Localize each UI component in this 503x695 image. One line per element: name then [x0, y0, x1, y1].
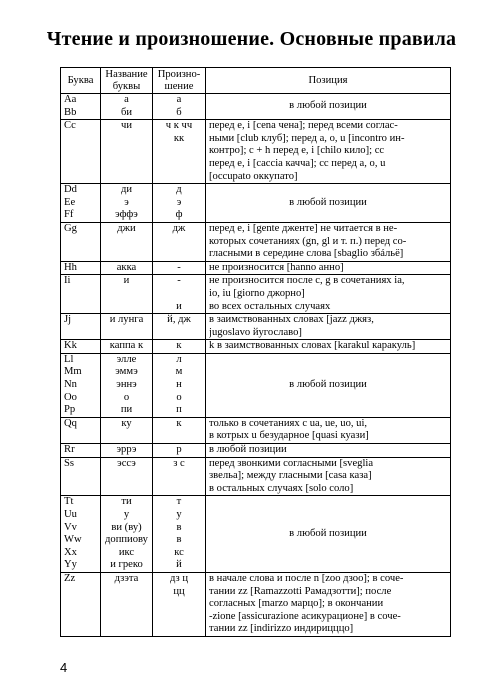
name-cell-line: икс — [118, 546, 135, 558]
pronunciation-cell-line: в — [176, 534, 182, 546]
position-cell-line: [occupato оккупа́то] — [209, 170, 298, 182]
position-cell-line: тании zz [Ramazzotti Рамадзо́тти]; после — [209, 585, 392, 597]
table-row — [61, 417, 451, 443]
position-cell-line: k в заимствованных словах [karakul каракуль] — [209, 340, 416, 352]
letter-cell-line: Ll — [64, 353, 74, 365]
pronunciation-cell-line: о — [176, 391, 182, 403]
position-cell-line: в любой позиции — [289, 100, 367, 112]
header-pronunciation: Произно-шение — [153, 68, 206, 94]
name-cell — [101, 496, 153, 573]
pronunciation-cell — [153, 457, 206, 496]
letter-cell — [61, 184, 101, 223]
name-cell — [101, 353, 153, 417]
letter-cell — [61, 340, 101, 354]
pronunciation-cell — [153, 572, 206, 636]
position-cell-line: -zione [assicurazione асикурацио́не] в соче- — [209, 610, 401, 622]
position-cell-line: в остальных случаях [solo со́ло] — [209, 482, 354, 494]
pronunciation-cell-line: цц — [173, 585, 185, 597]
name-cell-line: эссэ — [117, 457, 136, 469]
position-cell-line: которых сочетаниях (gn, gl и т. п.) перед со- — [209, 235, 407, 247]
pronunciation-cell-line: м — [175, 366, 183, 378]
letter-cell-line: Mm — [64, 366, 82, 378]
position-cell-line: перед звонкими согласными [sveglia — [209, 457, 374, 469]
name-cell-line: чи — [121, 120, 132, 132]
letter-cell-line: Ww — [64, 534, 82, 546]
letter-cell-line: Qq — [64, 417, 77, 429]
position-cell — [206, 417, 451, 443]
letter-cell-line: Uu — [64, 509, 77, 520]
pronunciation-cell — [153, 261, 206, 275]
letter-cell — [61, 417, 101, 443]
table-row — [61, 184, 451, 223]
letter-cell — [61, 275, 101, 314]
letter-cell — [61, 261, 101, 275]
page-number: 4 — [60, 660, 68, 675]
table-row — [61, 572, 451, 636]
pronunciation-cell-line: й, дж — [167, 314, 191, 326]
letter-cell — [61, 444, 101, 458]
pronunciation-cell-line: л — [176, 353, 182, 365]
letter-cell-line: Rr — [64, 444, 75, 456]
pronunciation-cell — [153, 120, 206, 184]
pronunciation-cell-line: б — [176, 106, 182, 118]
pronunciation-cell — [153, 444, 206, 458]
position-cell-line: зве́льа]; между гласными [casa ка́за] — [209, 470, 372, 482]
pronunciation-cell-line: и — [176, 300, 182, 312]
table-row — [61, 261, 451, 275]
position-cell — [206, 184, 451, 223]
header-name: Название буквы — [101, 68, 153, 94]
position-cell — [206, 275, 451, 314]
pronunciation-cell-line: ф — [175, 209, 183, 221]
letter-cell-line: Oo — [64, 391, 77, 403]
pronunciation-cell — [153, 275, 206, 314]
name-cell — [101, 340, 153, 354]
position-cell — [206, 457, 451, 496]
position-cell-line: тании zz [indirizzo индири́цццо] — [209, 623, 354, 635]
position-cell-line: перед e, i [gente дже́нте] не читается в не- — [209, 222, 398, 234]
name-cell — [101, 275, 153, 314]
pronunciation-cell-line: й — [176, 559, 182, 571]
pronunciation-cell-line: п — [176, 404, 182, 416]
name-cell-line: и греко — [110, 559, 143, 571]
position-cell-line: не произносится [hanno а́нно] — [209, 261, 344, 273]
table-row — [61, 444, 451, 458]
name-cell-line: ди — [120, 184, 133, 196]
pronunciation-cell — [153, 417, 206, 443]
table-row — [61, 275, 451, 314]
name-cell — [101, 261, 153, 275]
name-cell-line: эннэ — [116, 379, 137, 391]
name-cell-line: и — [123, 275, 130, 287]
letter-cell — [61, 457, 101, 496]
name-cell — [101, 184, 153, 223]
pronunciation-cell-line: к — [176, 340, 182, 352]
letter-cell — [61, 572, 101, 636]
letter-cell-line: Ee — [64, 196, 76, 208]
position-cell — [206, 261, 451, 275]
pronunciation-cell-line: р — [176, 444, 182, 456]
position-cell-line: io, iu [giorno джо́рно] — [209, 287, 305, 299]
header-letter: Буква — [61, 68, 101, 94]
position-cell — [206, 222, 451, 261]
name-cell — [101, 120, 153, 184]
name-cell-line: эррэ — [116, 444, 137, 456]
name-cell-line: у — [123, 509, 130, 520]
letter-cell-line: Jj — [64, 314, 72, 326]
name-cell-line: ку — [121, 417, 132, 429]
position-cell-line: jugoslavo йугосла́во] — [209, 326, 302, 338]
pronunciation-cell-line: н — [176, 379, 182, 391]
letter-cell — [61, 496, 101, 573]
letter-cell-line: Pp — [64, 404, 76, 416]
position-cell-line: только в сочетаниях с ua, ue, uo, ui, — [209, 417, 368, 429]
name-cell — [101, 94, 153, 120]
name-cell-line: э — [124, 196, 129, 208]
pronunciation-cell-line: д — [176, 184, 182, 196]
name-cell-line: доппиову — [105, 534, 148, 546]
table-row — [61, 120, 451, 184]
table-row — [61, 340, 451, 354]
table-row — [61, 496, 451, 573]
name-cell-line: ви (ву) — [111, 521, 142, 533]
letter-cell — [61, 314, 101, 340]
letter-cell-line: Ff — [64, 209, 74, 221]
header-position: Позиция — [206, 68, 451, 94]
name-cell-line: пи — [120, 404, 133, 416]
pronunciation-cell-line — [156, 288, 202, 301]
position-cell-line: в заимствованных словах [jazz джяз, — [209, 314, 374, 326]
name-cell — [101, 314, 153, 340]
position-cell-line: в котрых u безударное [quasi куа́зи] — [209, 430, 369, 442]
letter-cell — [61, 222, 101, 261]
name-cell-line: эффэ — [115, 209, 138, 221]
position-cell-line: перед e, i [caccia ка́чча]; cc перед a, o, u — [209, 157, 386, 169]
letter-cell-line: Aa — [64, 94, 77, 105]
position-cell — [206, 572, 451, 636]
position-cell — [206, 120, 451, 184]
position-cell-line: в любой позиции — [289, 379, 367, 391]
pronunciation-cell-line: - — [177, 275, 181, 287]
name-cell-line: элле — [116, 353, 137, 365]
pronunciation-cell-line: э — [176, 196, 182, 208]
letter-cell-line: Hh — [64, 261, 77, 273]
table-row — [61, 222, 451, 261]
name-cell-line: а — [124, 94, 129, 105]
pronunciation-cell — [153, 94, 206, 120]
table-row — [61, 314, 451, 340]
letter-cell-line: Xx — [64, 546, 77, 558]
name-cell-line: би — [120, 106, 133, 118]
position-cell-line: в любой позиции — [209, 444, 287, 456]
name-cell — [101, 417, 153, 443]
pronunciation-cell — [153, 222, 206, 261]
name-cell-line: о — [123, 391, 130, 403]
name-cell-line: акка — [116, 261, 137, 273]
name-cell — [101, 444, 153, 458]
position-cell — [206, 94, 451, 120]
letter-cell-line: Yy — [64, 559, 77, 571]
letter-cell-line: Ss — [64, 457, 75, 469]
pronunciation-cell-line: з с — [173, 457, 185, 469]
pronunciation-cell — [153, 184, 206, 223]
name-cell-line: ти — [121, 496, 132, 508]
position-cell — [206, 496, 451, 573]
letter-cell-line: Dd — [64, 184, 77, 196]
position-cell-line: не произносится после c, g в сочетаниях ia, — [209, 275, 405, 287]
position-cell-line: в начале слова и после n [zoo дзо́о]; в соче- — [209, 572, 404, 584]
name-cell — [101, 572, 153, 636]
table-row — [61, 457, 451, 496]
pronunciation-cell-line: а — [176, 94, 182, 105]
position-cell — [206, 340, 451, 354]
letter-cell-line: Bb — [64, 106, 77, 118]
position-cell-line: во всех остальных случаях — [209, 300, 331, 312]
letter-cell-line: Nn — [64, 379, 77, 391]
name-cell-line: джи — [117, 222, 136, 234]
name-cell-line: каппа к — [109, 340, 144, 352]
position-cell-line: в любой позиции — [289, 527, 367, 539]
page-title: Чтение и произношение. Основные правила — [46, 28, 457, 50]
position-cell — [206, 353, 451, 417]
pronunciation-cell-line: - — [177, 261, 181, 273]
pronunciation-cell-line: т — [176, 496, 182, 508]
name-cell-line: эммэ — [115, 366, 138, 378]
position-cell-line: гласными в середине слова [sbaglio збáльё] — [209, 248, 404, 260]
position-cell-line: ными [club клуб]; перед a, o, u [incontro ин- — [209, 132, 405, 144]
position-cell-line: согласных [marzo ма́рцо]; в окончании — [209, 598, 384, 610]
letter-cell-line: Tt — [64, 496, 74, 508]
position-cell-line: в любой позиции — [289, 196, 367, 208]
name-cell-line: и лунга — [109, 314, 144, 326]
table-row — [61, 94, 451, 120]
pronunciation-cell-line: у — [176, 509, 182, 520]
pronunciation-cell — [153, 496, 206, 573]
name-cell — [101, 457, 153, 496]
name-cell — [101, 222, 153, 261]
letter-cell — [61, 353, 101, 417]
pronunciation-cell-line: кс — [174, 546, 184, 558]
letter-cell — [61, 94, 101, 120]
pronunciation-cell-line: дж — [172, 222, 186, 234]
table-row — [61, 353, 451, 417]
pronunciation-cell-line: кк — [173, 132, 185, 144]
letter-cell-line: Zz — [64, 572, 76, 584]
letter-cell-line: Kk — [64, 340, 77, 352]
pronunciation-cell — [153, 314, 206, 340]
position-cell — [206, 314, 451, 340]
pronunciation-cell-line: ч к чч — [165, 120, 193, 132]
position-cell-line: ко́нтро]; c + h перед e, i [chilo ки́ло]; cc — [209, 145, 385, 157]
position-cell — [206, 444, 451, 458]
letter-cell — [61, 120, 101, 184]
rules-table — [60, 67, 451, 637]
pronunciation-cell-line: в — [176, 521, 182, 533]
pronunciation-cell — [153, 353, 206, 417]
pronunciation-cell-line: дз ц — [169, 572, 189, 584]
letter-cell-line: Vv — [64, 521, 77, 533]
letter-cell-line: Cc — [64, 120, 76, 132]
letter-cell-line: Ii — [64, 275, 71, 287]
name-cell-line: дзэта — [114, 572, 139, 584]
position-cell-line: перед e, i [cena че́на]; перед всеми соглас- — [209, 120, 398, 132]
pronunciation-cell-line: к — [176, 417, 182, 429]
letter-cell-line: Gg — [64, 222, 77, 234]
pronunciation-cell — [153, 340, 206, 354]
